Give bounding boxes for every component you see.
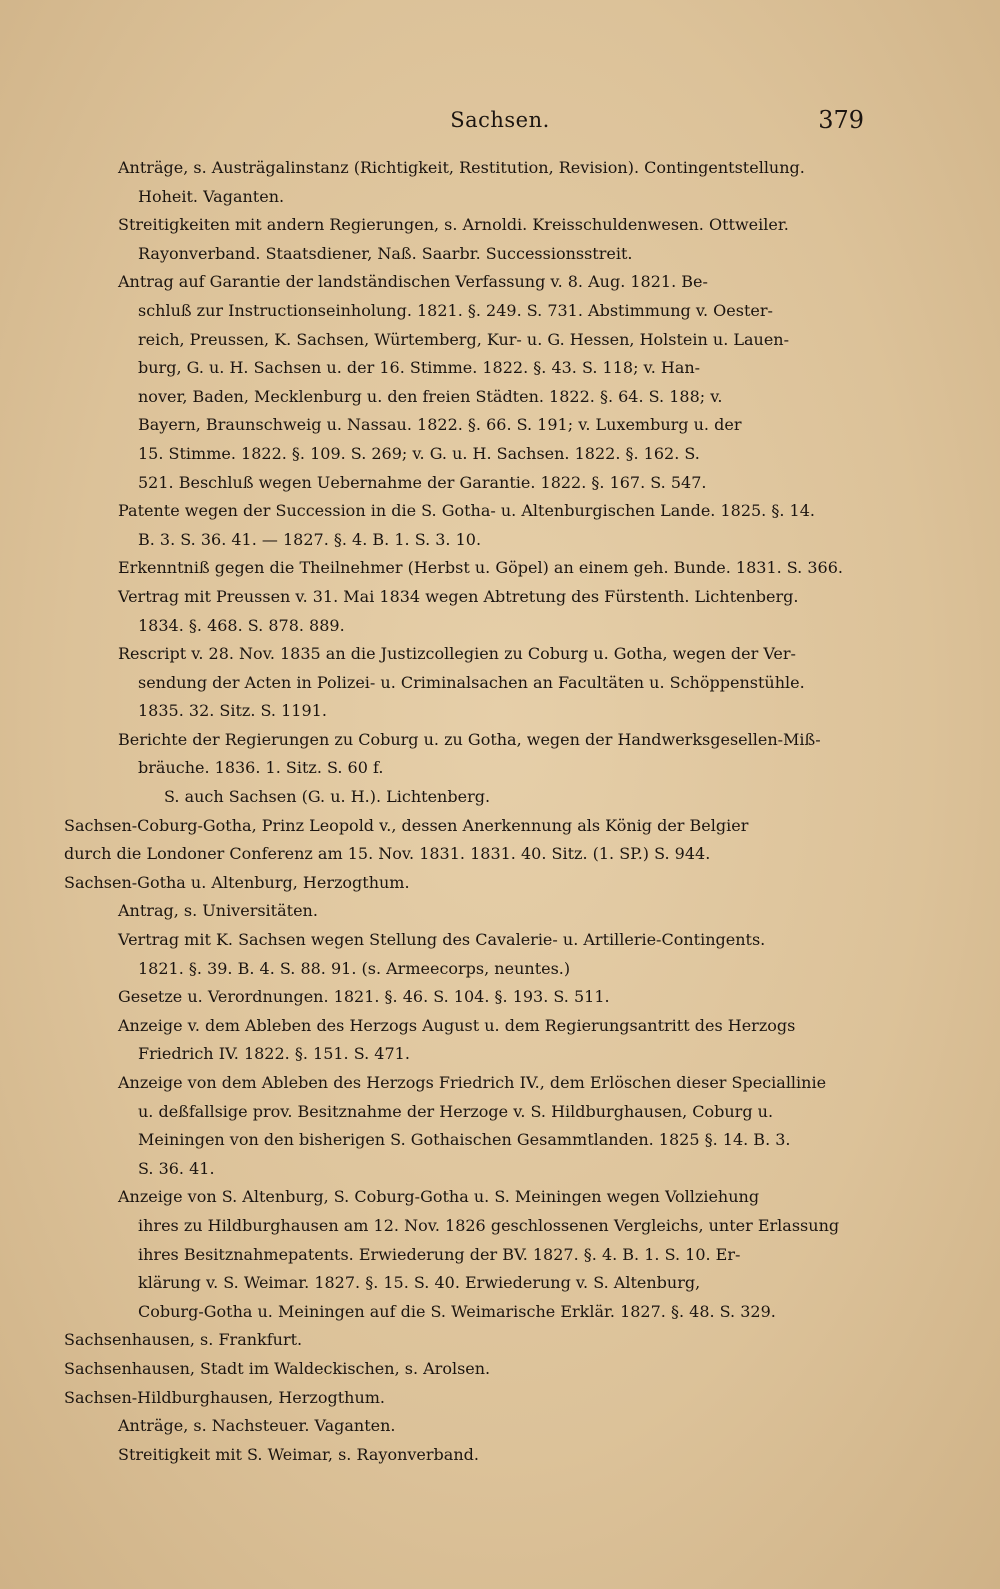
entry-line: Meiningen von den bisherigen S. Gothaischen Gesammtlanden. 1825 §. 14. B. 3. — [138, 1130, 791, 1150]
entry-line: 1835. 32. Sitz. S. 1191. — [138, 701, 327, 721]
index-entry — [0, 497, 1000, 554]
entry-line: Antrag, s. Universitäten. — [118, 901, 318, 921]
index-entry — [0, 983, 1000, 1012]
index-entry — [0, 1069, 1000, 1183]
index-entry — [0, 640, 1000, 726]
index-entry — [0, 812, 1000, 869]
index-entry — [0, 1384, 1000, 1413]
entry-line: Vertrag mit K. Sachsen wegen Stellung des Cavalerie- u. Artillerie-Contingents. — [118, 930, 766, 950]
entry-line: Hoheit. Vaganten. — [138, 186, 285, 206]
index-entry — [0, 897, 1000, 926]
entry-line: 1821. §. 39. B. 4. S. 88. 91. (s. Armeecorps, neuntes.) — [138, 958, 571, 978]
entry-line: ihres Besitznahmepatents. Erwiederung der BV. 1827. §. 4. B. 1. S. 10. Er- — [138, 1244, 741, 1264]
page-header — [0, 108, 1000, 142]
entry-line: Anträge, s. Nachsteuer. Vaganten. — [118, 1416, 396, 1436]
entry-line: 1834. §. 468. S. 878. 889. — [138, 615, 345, 635]
index-entry — [0, 783, 1000, 812]
entry-line: Coburg-Gotha u. Meiningen auf die S. Weimarische Erklär. 1827. §. 48. S. 329. — [138, 1301, 776, 1321]
entry-line: reich, Preussen, K. Sachsen, Würtemberg, Kur- u. G. Hessen, Holstein u. Lauen- — [138, 329, 790, 349]
entry-line: Streitigkeit mit S. Weimar, s. Rayonverband. — [118, 1444, 479, 1464]
index-body — [0, 154, 1000, 1469]
entry-line: sendung der Acten in Polizei- u. Criminalsachen an Facultäten u. Schöppenstühle. — [138, 672, 805, 692]
entry-line: S. 36. 41. — [138, 1158, 215, 1178]
entry-line: durch die Londoner Conferenz am 15. Nov. 1831. 1831. 40. Sitz. (1. SP.) S. 944. — [64, 844, 711, 864]
entry-line: Rescript v. 28. Nov. 1835 an die Justizcollegien zu Coburg u. Gotha, wegen der Ver- — [118, 644, 796, 664]
entry-line: Gesetze u. Verordnungen. 1821. §. 46. S. 104. §. 193. S. 511. — [118, 987, 610, 1007]
index-entry — [0, 1355, 1000, 1384]
index-entry — [0, 926, 1000, 983]
entry-line: Anträge, s. Austrägalinstanz (Richtigkeit, Restitution, Revision). Contingentstellung. — [118, 158, 805, 177]
index-entry — [0, 869, 1000, 898]
entry-line: Sachsenhausen, s. Frankfurt. — [64, 1330, 303, 1350]
entry-line: S. auch Sachsen (G. u. H.). Lichtenberg. — [164, 787, 491, 807]
entry-line: Bayern, Braunschweig u. Nassau. 1822. §. 66. S. 191; v. Luxemburg u. der — [138, 415, 742, 435]
entry-line: Vertrag mit Preussen v. 31. Mai 1834 wegen Abtretung des Fürstenth. Lichtenberg. — [118, 586, 799, 606]
running-title: Sachsen. — [450, 108, 550, 132]
entry-line: Anzeige von dem Ableben des Herzogs Friedrich IV., dem Erlöschen dieser Speciallinie — [118, 1073, 827, 1092]
index-entry — [0, 211, 1000, 268]
entry-line: u. deßfallsige prov. Besitznahme der Herzoge v. S. Hildburghausen, Coburg u. — [138, 1101, 774, 1121]
entry-line: Rayonverband. Staatsdiener, Naß. Saarbr. Successionsstreit. — [138, 243, 633, 263]
index-entry — [0, 726, 1000, 783]
entry-line: Sachsenhausen, Stadt im Waldeckischen, s. Arolsen. — [64, 1358, 491, 1378]
entry-line: Berichte der Regierungen zu Coburg u. zu Gotha, wegen der Handwerksgesellen-Miß- — [118, 729, 821, 749]
entry-line: Erkenntniß gegen die Theilnehmer (Herbst u. Göpel) an einem geh. Bunde. 1831. S. 366. — [118, 558, 843, 578]
entry-line: Streitigkeiten mit andern Regierungen, s. Arnoldi. Kreisschuldenwesen. Ottweiler. — [118, 215, 789, 235]
entry-line: schluß zur Instructionseinholung. 1821. §. 249. S. 731. Abstimmung v. Oester- — [138, 300, 773, 320]
entry-line: bräuche. 1836. 1. Sitz. S. 60 f. — [138, 758, 384, 778]
entry-line: burg, G. u. H. Sachsen u. der 16. Stimme. 1822. §. 43. S. 118; v. Han- — [138, 358, 701, 378]
index-entry — [0, 268, 1000, 497]
entry-line: Anzeige v. dem Ableben des Herzogs August u. dem Regierungsantritt des Herzogs — [118, 1015, 796, 1035]
index-entry — [0, 154, 1000, 211]
index-entry — [0, 1441, 1000, 1470]
entry-line: Sachsen-Gotha u. Altenburg, Herzogthum. — [64, 872, 410, 892]
entry-line: Patente wegen der Succession in die S. Gotha- u. Altenburgischen Lande. 1825. §. 14. — [118, 501, 815, 521]
entry-line: nover, Baden, Mecklenburg u. den freien Städten. 1822. §. 64. S. 188; v. — [138, 386, 723, 406]
index-entry — [0, 1183, 1000, 1326]
entry-line: B. 3. S. 36. 41. — 1827. §. 4. B. 1. S. 3. 10. — [138, 529, 482, 549]
index-entry — [0, 554, 1000, 583]
page-number: 379 — [818, 106, 864, 134]
entry-line: 15. Stimme. 1822. §. 109. S. 269; v. G. u. H. Sachsen. 1822. §. 162. S. — [138, 443, 700, 463]
index-entry — [0, 583, 1000, 640]
entry-line: Friedrich IV. 1822. §. 151. S. 471. — [138, 1044, 410, 1064]
index-entry — [0, 1012, 1000, 1069]
entry-line: Antrag auf Garantie der landständischen Verfassung v. 8. Aug. 1821. Be- — [118, 272, 708, 292]
entry-line: Anzeige von S. Altenburg, S. Coburg-Gotha u. S. Meiningen wegen Vollziehung — [118, 1187, 760, 1207]
entry-line: Sachsen-Hildburghausen, Herzogthum. — [64, 1387, 385, 1407]
entry-line: klärung v. S. Weimar. 1827. §. 15. S. 40. Erwiederung v. S. Altenburg, — [138, 1273, 701, 1293]
entry-line: ihres zu Hildburghausen am 12. Nov. 1826 geschlossenen Vergleichs, unter Erlassung — [138, 1215, 840, 1235]
entry-line: 521. Beschluß wegen Uebernahme der Garantie. 1822. §. 167. S. 547. — [138, 472, 707, 492]
index-entry — [0, 1326, 1000, 1355]
entry-line: Sachsen-Coburg-Gotha, Prinz Leopold v., dessen Anerkennung als König der Belgier — [64, 815, 749, 835]
index-entry — [0, 1412, 1000, 1441]
